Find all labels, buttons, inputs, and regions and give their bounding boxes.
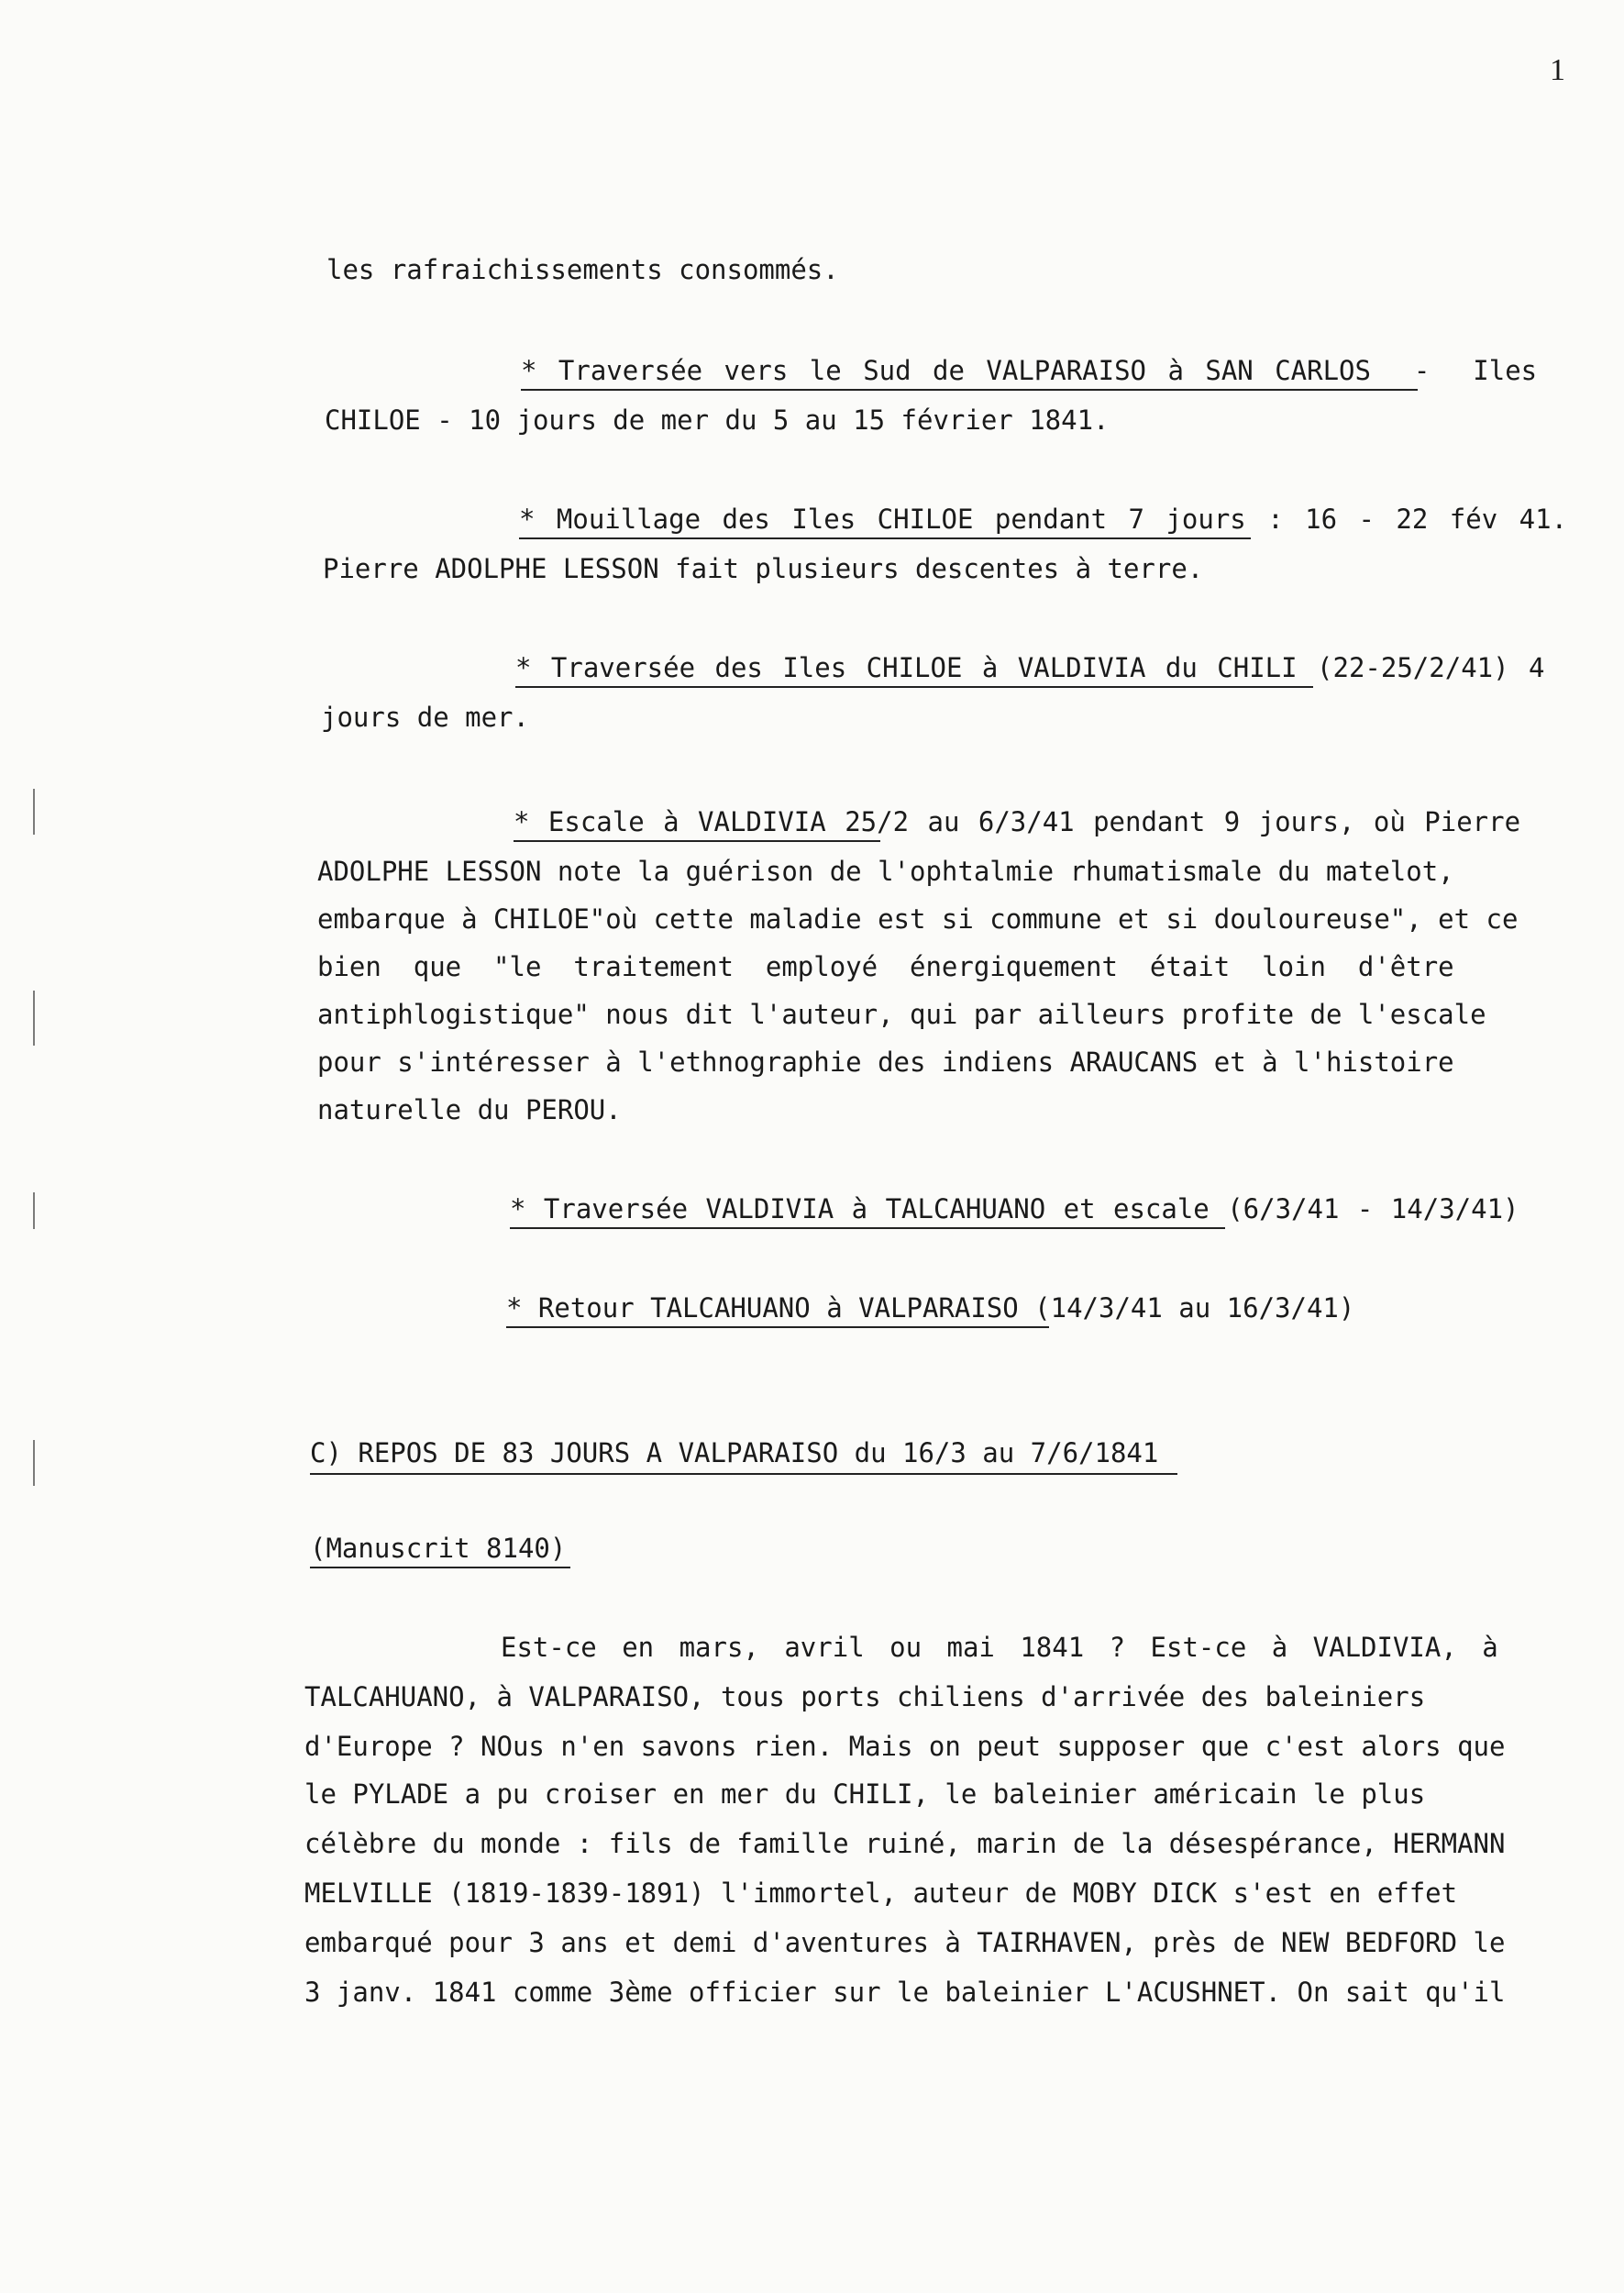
text-line: pour s'intéresser à l'ethnographie des indiens ARAUCANS et à l'histoire <box>317 1047 1454 1078</box>
text-line: TALCAHUANO, à VALPARAISO, tous ports chiliens d'arrivée des baleiniers <box>304 1681 1426 1712</box>
text-line: bien que "le traitement employé énergiquement était loin d'être <box>317 951 1454 982</box>
text-line: * Escale à VALDIVIA 25/2 au 6/3/41 pendant 9 jours, où Pierre <box>514 806 1521 837</box>
text-line: * Retour TALCAHUANO à VALPARAISO (14/3/41 au 16/3/41) <box>506 1292 1355 1324</box>
text-line: Est-ce en mars, avril ou mai 1841 ? Est-ce à VALDIVIA, à <box>501 1632 1498 1663</box>
text-line: Pierre ADOLPHE LESSON fait plusieurs descentes à terre. <box>323 553 1204 584</box>
underline <box>514 840 880 842</box>
margin-mark <box>33 1440 35 1486</box>
page-number: 1 <box>1550 53 1565 87</box>
text-line: embarque à CHILOE"où cette maladie est si commune et si douloureuse", et ce <box>317 903 1519 935</box>
section-heading: C) REPOS DE 83 JOURS A VALPARAISO du 16/3 au 7/6/1841 <box>310 1437 1159 1468</box>
text-line: antiphlogistique" nous dit l'auteur, qui par ailleurs profite de l'escale <box>317 999 1486 1030</box>
text-line: naturelle du PEROU. <box>317 1094 622 1125</box>
text-line: * Mouillage des Iles CHILOE pendant 7 jours : 16 - 22 fév 41. <box>519 504 1568 535</box>
underline <box>521 389 1418 391</box>
text-line: CHILOE - 10 jours de mer du 5 au 15 février 1841. <box>325 404 1110 436</box>
underline <box>506 1326 1049 1328</box>
text-line: les rafraichissements consommés. <box>326 254 839 285</box>
text-line: célèbre du monde : fils de famille ruiné, marin de la désespérance, HERMANN <box>304 1828 1506 1859</box>
text-line: le PYLADE a pu croiser en mer du CHILI, le baleinier américain le plus <box>304 1778 1426 1810</box>
text-line: * Traversée des Iles CHILOE à VALDIVIA du CHILI (22-25/2/41) 4 <box>515 652 1545 683</box>
text-line: d'Europe ? NOus n'en savons rien. Mais on peut supposer que c'est alors que <box>304 1731 1506 1762</box>
underline <box>310 1567 570 1568</box>
text-line: * Traversée VALDIVIA à TALCAHUANO et escale (6/3/41 - 14/3/41) <box>510 1193 1519 1224</box>
text-line: * Traversée vers le Sud de VALPARAISO à SAN CARLOS - Iles <box>521 355 1538 386</box>
underline <box>310 1473 1177 1475</box>
underline <box>515 686 1313 688</box>
text-line: jours de mer. <box>321 702 529 733</box>
underline <box>510 1227 1225 1229</box>
margin-mark <box>33 789 35 835</box>
text-line: ADOLPHE LESSON note la guérison de l'ophtalmie rhumatismale du matelot, <box>317 856 1454 887</box>
text-line: 3 janv. 1841 comme 3ème officier sur le baleinier L'ACUSHNET. On sait qu'il <box>304 1977 1506 2008</box>
margin-mark <box>33 991 35 1046</box>
manuscript-reference: (Manuscrit 8140) <box>310 1533 567 1564</box>
text-line: embarqué pour 3 ans et demi d'aventures à TAIRHAVEN, près de NEW BEDFORD le <box>304 1927 1506 1958</box>
margin-mark <box>33 1192 35 1229</box>
text-line: MELVILLE (1819-1839-1891) l'immortel, auteur de MOBY DICK s'est en effet <box>304 1878 1458 1909</box>
underline <box>519 537 1251 539</box>
